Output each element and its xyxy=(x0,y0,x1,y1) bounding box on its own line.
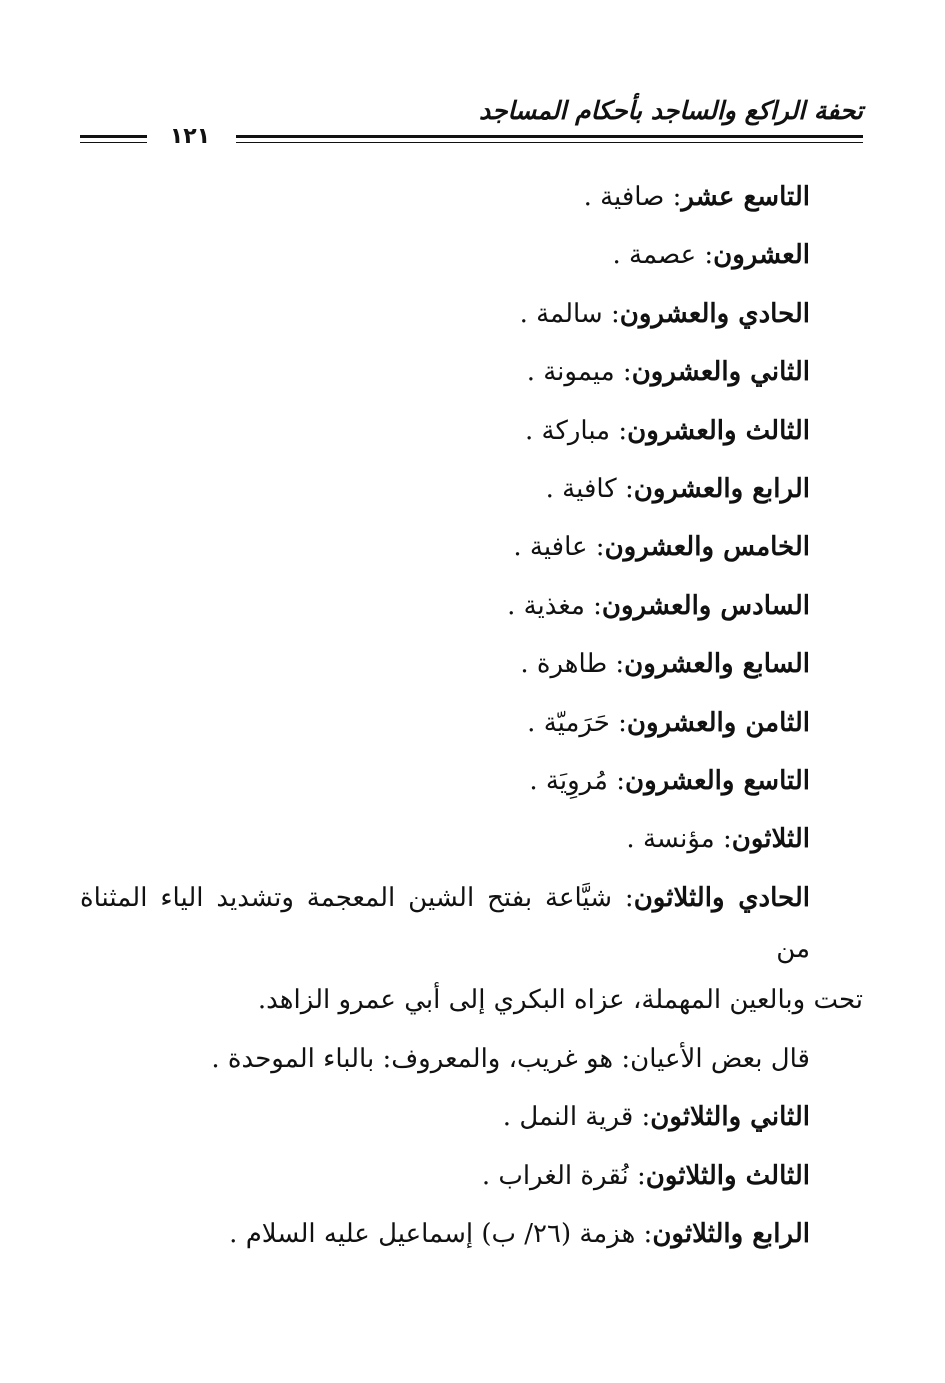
entry-label: التاسع والعشرون xyxy=(624,766,810,797)
entry-value: عصمة . xyxy=(612,240,697,271)
entry-label: السابع والعشرون xyxy=(624,649,810,680)
entry-value: نُقرة الغراب . xyxy=(481,1160,629,1191)
entry-separator: : xyxy=(607,766,625,797)
list-item xyxy=(80,752,810,810)
entry-value: قرية النمل . xyxy=(502,1102,634,1133)
entry-separator: : xyxy=(609,707,627,738)
entry-31-text-2: تحت وبالعين المهملة، عزاه البكري إلى أبي عمرو الزاهد. xyxy=(257,984,863,1015)
entry-separator: : xyxy=(616,474,634,505)
list-item xyxy=(80,285,810,343)
entry-value: مؤنسة . xyxy=(626,824,715,855)
entry-label: الثالث والثلاثون xyxy=(645,1160,810,1191)
entry-separator: : xyxy=(612,882,634,913)
list-item xyxy=(80,1205,810,1263)
entry-value: مُروِيَة . xyxy=(529,766,608,797)
list-item xyxy=(80,343,810,401)
list-item xyxy=(80,694,810,752)
entry-separator: : xyxy=(635,1219,653,1250)
entry-label: الخامس والعشرون xyxy=(604,532,810,563)
entry-value: حَرَميّة . xyxy=(527,707,610,738)
entry-separator: : xyxy=(628,1160,646,1191)
list-item-31 xyxy=(80,873,863,1026)
entry-separator: : xyxy=(610,415,628,446)
list-item xyxy=(80,577,810,635)
entry-label: التاسع عشر xyxy=(681,182,810,212)
header-rule-left xyxy=(80,135,147,143)
entry-label: السادس والعشرون xyxy=(601,590,810,621)
entry-31-text-1: شيَّاعة بفتح الشين المعجمة وتشديد الياء المثناة من xyxy=(80,882,810,964)
entry-separator: : xyxy=(584,590,602,621)
entry-31-line-1 xyxy=(80,873,863,975)
list-item xyxy=(80,226,810,284)
entry-label: الحادي والعشرون xyxy=(619,298,810,329)
list-item xyxy=(80,518,810,576)
entry-value: كافية . xyxy=(545,474,617,505)
entry-separator: : xyxy=(696,240,714,271)
entry-separator: : xyxy=(633,1102,651,1133)
entry-separator: : xyxy=(602,298,620,329)
running-header-title: تحفة الراكع والساجد بأحكام المساجد xyxy=(478,96,863,125)
entry-value: مباركة . xyxy=(525,415,611,446)
entry-separator: : xyxy=(714,824,732,855)
entry-value: صافية . xyxy=(583,182,665,212)
entry-label: الثامن والعشرون xyxy=(626,707,810,738)
entry-value: عافية . xyxy=(513,532,588,563)
header-rule-right xyxy=(236,135,863,143)
entry-label: العشرون xyxy=(713,240,810,271)
entry-label: الرابع والعشرون xyxy=(633,474,810,505)
entry-label: الحادي والثلاثون xyxy=(633,882,810,913)
entry-separator: : xyxy=(587,532,605,563)
entry-value: ميمونة . xyxy=(526,357,615,388)
entry-label: الثاني والعشرون xyxy=(631,357,810,388)
entry-label: الرابع والثلاثون xyxy=(652,1219,810,1250)
entry-separator: : xyxy=(607,649,625,680)
page-number: ١٢١ xyxy=(169,124,211,149)
entry-separator: : xyxy=(614,357,632,388)
entry-value: طاهرة . xyxy=(520,649,608,680)
list-item xyxy=(80,168,810,226)
entry-value: مغذية . xyxy=(507,590,585,621)
entry-separator: : xyxy=(664,182,682,212)
list-item xyxy=(80,1088,810,1146)
entry-label: الثاني والثلاثون xyxy=(650,1102,810,1133)
list-item xyxy=(80,460,810,518)
entry-label: الثالث والعشرون xyxy=(627,415,810,446)
note-paragraph: قال بعض الأعيان: هو غريب، والمعروف: بالباء الموحدة . xyxy=(211,1043,810,1074)
entry-value: هزمة (٢٦/ ب) إسماعيل عليه السلام . xyxy=(229,1219,636,1250)
entry-value: سالمة . xyxy=(519,298,603,329)
list-item xyxy=(80,1147,810,1205)
list-item xyxy=(80,635,810,693)
list-item xyxy=(80,402,810,460)
body-text xyxy=(80,168,863,1264)
list-item xyxy=(80,810,810,868)
entry-label: الثلاثون xyxy=(731,824,810,855)
